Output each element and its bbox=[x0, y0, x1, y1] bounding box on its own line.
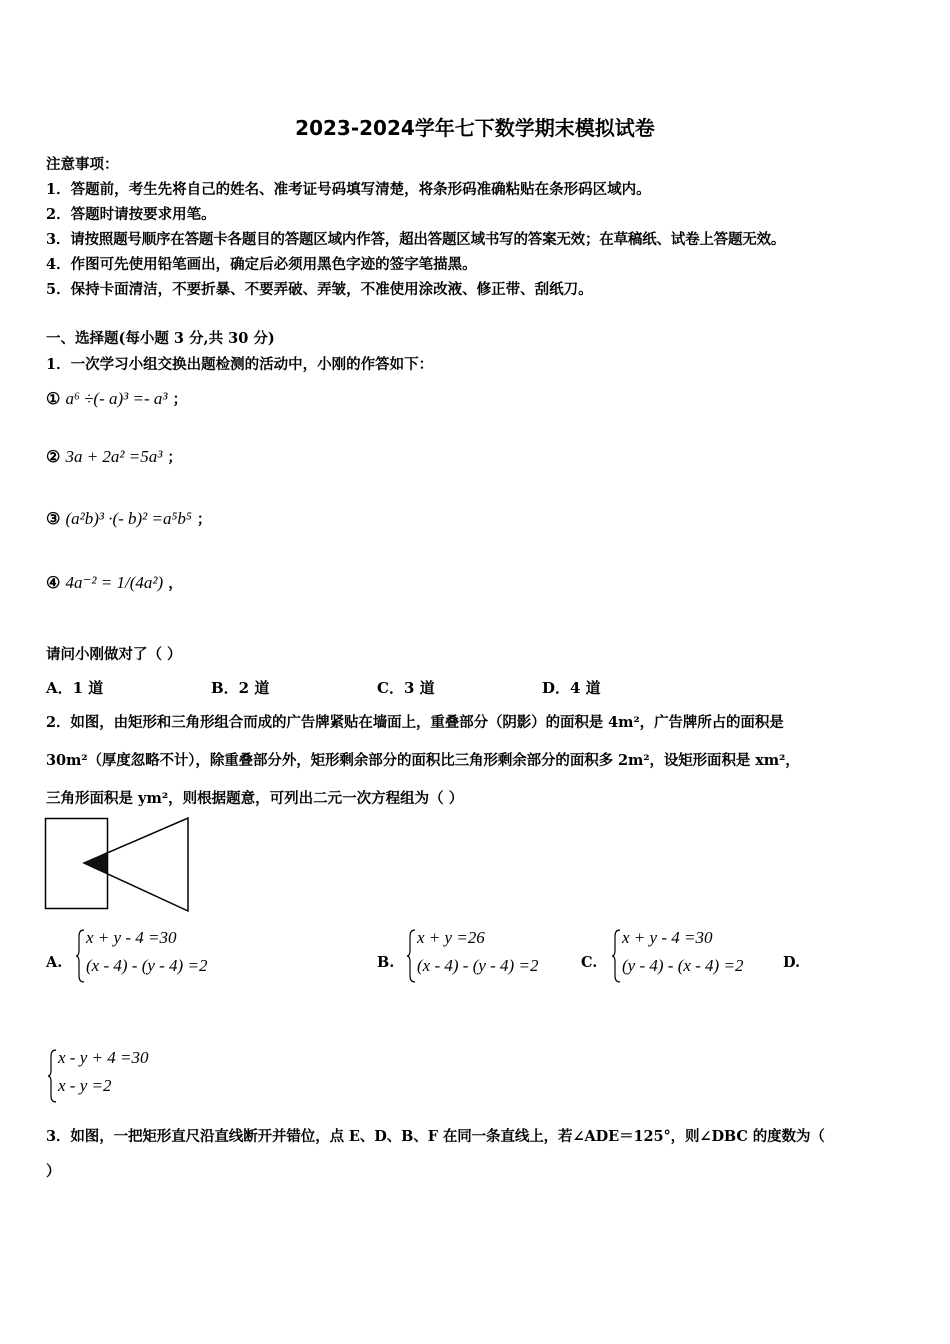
q1-option-d: D．4 道 bbox=[542, 679, 601, 697]
equation: x + y - 4 =30 bbox=[86, 928, 177, 947]
q2-option-b-system bbox=[407, 928, 587, 984]
q1-option-b: B．2 道 bbox=[211, 679, 270, 697]
page-title: 2023-2024学年七下数学期末模拟试卷 bbox=[295, 116, 655, 140]
section-heading: 一、选择题(每小题 3 分,共 30 分) bbox=[46, 330, 275, 347]
q1-item-3: ③ (a²b)³ ·(- b)² =a⁵b⁵ ； bbox=[46, 509, 212, 528]
overlap-shaded-region bbox=[84, 852, 107, 874]
question-2-line: 30m²（厚度忽略不计），除重叠部分外，矩形剩余部分的面积比三角形剩余部分的面积多 2m²，设矩形面积是 xm²， bbox=[46, 752, 800, 769]
item-marker: ③ bbox=[46, 509, 61, 528]
brace-icon bbox=[48, 1048, 58, 1104]
equation: x - y =2 bbox=[58, 1076, 112, 1095]
notice-item: 2．答题时请按要求用笔。 bbox=[46, 206, 216, 223]
q2-option-d-system bbox=[48, 1048, 208, 1104]
equation: x - y + 4 =30 bbox=[58, 1048, 149, 1067]
notice-item: 3．请按照题号顺序在答题卡各题目的答题区域内作答，超出答题区域书写的答案无效；在草稿纸、试卷上答题无效。 bbox=[46, 231, 786, 248]
equation: x + y =26 bbox=[417, 928, 485, 947]
expression: (a²b)³ ·(- b)² =a⁵b⁵ bbox=[65, 509, 192, 528]
equation: (y - 4) - (x - 4) =2 bbox=[622, 956, 744, 975]
q1-item-1: ① a⁶ ÷(- a)³ =- a³ ； bbox=[46, 389, 188, 408]
billboard-figure bbox=[44, 816, 192, 914]
item-marker: ② bbox=[46, 447, 61, 466]
q2-option-a-label: A. bbox=[46, 954, 63, 971]
q1-item-4: ④ 4a⁻² = 1/(4a²) ， bbox=[46, 573, 183, 592]
question-2-line: 2．如图，由矩形和三角形组合而成的广告牌紧贴在墙面上，重叠部分（阴影）的面积是 4m²，广告牌所占的面积是 bbox=[46, 714, 784, 731]
notice-item: 4．作图可先使用铅笔画出，确定后必须用黑色字迹的签字笔描黑。 bbox=[46, 256, 477, 273]
q2-option-d-label: D. bbox=[783, 954, 801, 971]
question-1-stem: 1．一次学习小组交换出题检测的活动中，小刚的作答如下： bbox=[46, 356, 434, 373]
q1-item-2: ② 3a + 2a² =5a³ ； bbox=[46, 447, 182, 466]
question-3-line: ） bbox=[46, 1163, 61, 1180]
expression: a⁶ ÷(- a)³ =- a³ bbox=[65, 389, 168, 408]
q1-option-c: C．3 道 bbox=[377, 679, 435, 697]
brace-icon bbox=[76, 928, 86, 984]
q1-option-a: A．1 道 bbox=[46, 679, 104, 697]
q2-option-a-system bbox=[76, 928, 276, 984]
q2-option-c-system bbox=[612, 928, 782, 984]
equation: (x - 4) - (y - 4) =2 bbox=[86, 956, 208, 975]
brace-icon bbox=[612, 928, 622, 984]
brace-icon bbox=[407, 928, 417, 984]
q2-option-c-label: C. bbox=[581, 954, 598, 971]
question-2-line: 三角形面积是 ym²，则根据题意，可列出二元一次方程组为（ ） bbox=[46, 790, 464, 807]
notice-heading: 注意事项： bbox=[46, 156, 119, 173]
equation: (x - 4) - (y - 4) =2 bbox=[417, 956, 539, 975]
q2-option-b-label: B. bbox=[377, 954, 395, 971]
expression: 4a⁻² = 1/(4a²) bbox=[65, 573, 164, 592]
equation: x + y - 4 =30 bbox=[622, 928, 713, 947]
item-marker: ④ bbox=[46, 573, 61, 592]
expression: 3a + 2a² =5a³ bbox=[65, 447, 163, 466]
item-marker: ① bbox=[46, 389, 61, 408]
notice-item: 5．保持卡面清洁，不要折暴、不要弄破、弄皱，不准使用涂改液、修正带、刮纸刀。 bbox=[46, 281, 593, 298]
question-3-line: 3．如图，一把矩形直尺沿直线断开并错位，点 E、D、B、F 在同一条直线上，若∠ADE＝125°，则∠DBC 的度数为（ bbox=[46, 1128, 825, 1145]
question-1-ask: 请问小刚做对了（ ） bbox=[46, 646, 182, 663]
notice-item: 1．答题前，考生先将自己的姓名、准考证号码填写清楚，将条形码准确粘贴在条形码区域内。 bbox=[46, 181, 651, 198]
